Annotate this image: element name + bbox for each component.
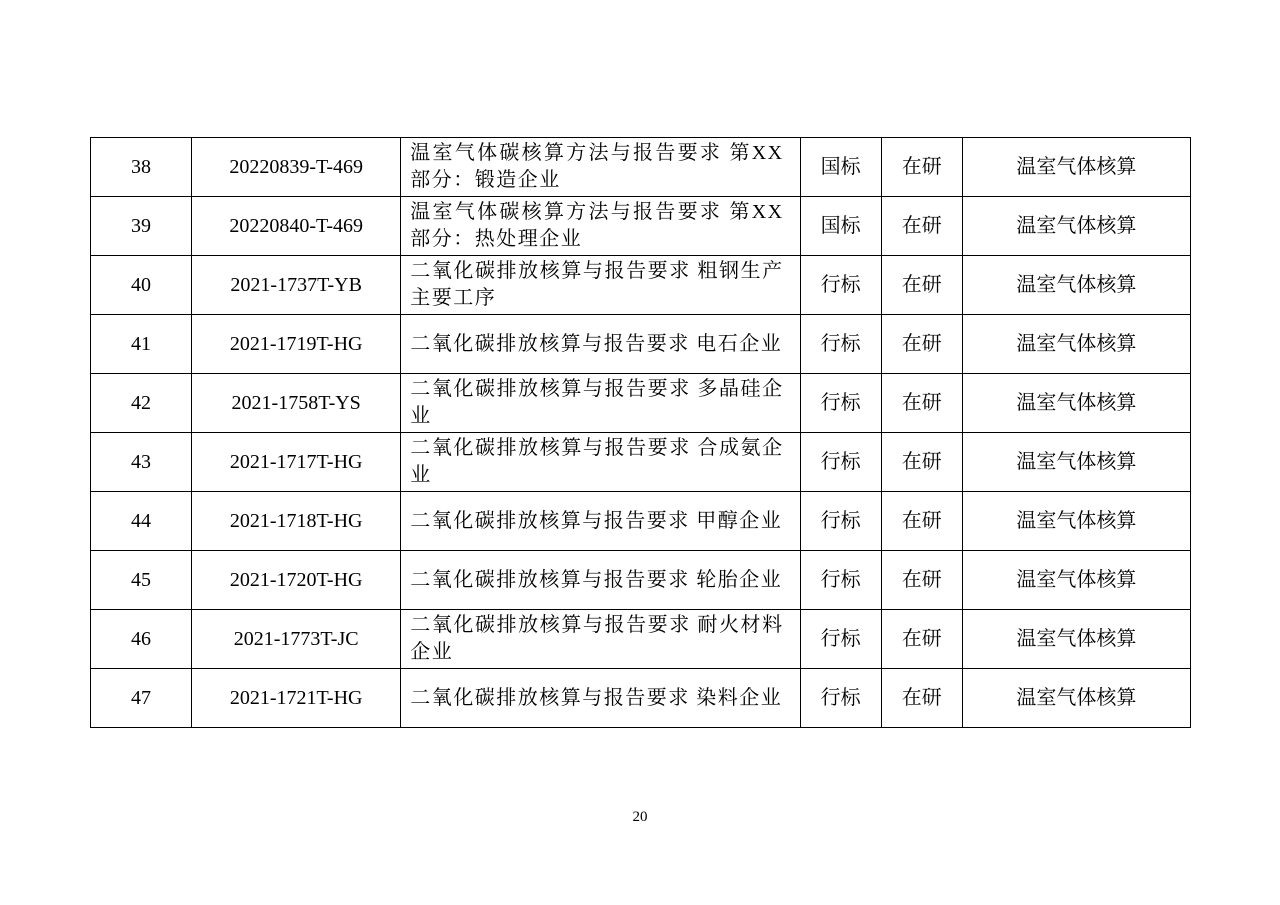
standard-level: 国标 <box>800 138 881 197</box>
standard-code: 2021-1737T-YB <box>192 256 401 315</box>
standard-status: 在研 <box>881 669 962 728</box>
row-number: 45 <box>91 551 192 610</box>
row-number: 42 <box>91 374 192 433</box>
standard-name: 二氧化碳排放核算与报告要求 粗钢生产主要工序 <box>401 256 800 315</box>
standard-code: 2021-1773T-JC <box>192 610 401 669</box>
table-row <box>91 138 1191 197</box>
standard-level: 行标 <box>800 551 881 610</box>
standard-name: 二氧化碳排放核算与报告要求 多晶硅企业 <box>401 374 800 433</box>
standard-level: 行标 <box>800 315 881 374</box>
standard-level: 行标 <box>800 374 881 433</box>
standard-category: 温室气体核算 <box>962 315 1190 374</box>
standard-category: 温室气体核算 <box>962 138 1190 197</box>
standard-category: 温室气体核算 <box>962 256 1190 315</box>
standard-code: 2021-1717T-HG <box>192 433 401 492</box>
standard-code: 20220840-T-469 <box>192 197 401 256</box>
standard-status: 在研 <box>881 197 962 256</box>
row-number: 38 <box>91 138 192 197</box>
standard-name: 温室气体碳核算方法与报告要求 第XX部分：锻造企业 <box>401 138 800 197</box>
standard-level: 行标 <box>800 492 881 551</box>
standard-category: 温室气体核算 <box>962 374 1190 433</box>
standards-table-body <box>91 138 1191 728</box>
table-row <box>91 669 1191 728</box>
table-row <box>91 492 1191 551</box>
standard-status: 在研 <box>881 374 962 433</box>
row-number: 40 <box>91 256 192 315</box>
table-row <box>91 433 1191 492</box>
row-number: 39 <box>91 197 192 256</box>
standard-level: 行标 <box>800 669 881 728</box>
standard-code: 2021-1758T-YS <box>192 374 401 433</box>
standard-name: 二氧化碳排放核算与报告要求 甲醇企业 <box>401 492 800 551</box>
standard-code: 2021-1721T-HG <box>192 669 401 728</box>
standard-status: 在研 <box>881 256 962 315</box>
row-number: 46 <box>91 610 192 669</box>
standard-level: 行标 <box>800 610 881 669</box>
standard-category: 温室气体核算 <box>962 433 1190 492</box>
page-number: 20 <box>632 809 648 825</box>
table-row <box>91 315 1191 374</box>
standard-category: 温室气体核算 <box>962 610 1190 669</box>
standard-name: 二氧化碳排放核算与报告要求 轮胎企业 <box>401 551 800 610</box>
standard-name: 温室气体碳核算方法与报告要求 第XX部分：热处理企业 <box>401 197 800 256</box>
standard-level: 行标 <box>800 433 881 492</box>
row-number: 43 <box>91 433 192 492</box>
standard-status: 在研 <box>881 315 962 374</box>
standard-name: 二氧化碳排放核算与报告要求 耐火材料企业 <box>401 610 800 669</box>
standard-name: 二氧化碳排放核算与报告要求 染料企业 <box>401 669 800 728</box>
standard-code: 2021-1719T-HG <box>192 315 401 374</box>
standard-name: 二氧化碳排放核算与报告要求 合成氨企业 <box>401 433 800 492</box>
standard-code: 2021-1718T-HG <box>192 492 401 551</box>
table-row <box>91 374 1191 433</box>
standard-code: 2021-1720T-HG <box>192 551 401 610</box>
standard-status: 在研 <box>881 138 962 197</box>
standard-status: 在研 <box>881 433 962 492</box>
standard-category: 温室气体核算 <box>962 197 1190 256</box>
table-row <box>91 197 1191 256</box>
standard-name: 二氧化碳排放核算与报告要求 电石企业 <box>401 315 800 374</box>
row-number: 47 <box>91 669 192 728</box>
standard-status: 在研 <box>881 551 962 610</box>
standard-category: 温室气体核算 <box>962 492 1190 551</box>
table-row <box>91 551 1191 610</box>
standard-status: 在研 <box>881 610 962 669</box>
table-row <box>91 610 1191 669</box>
standard-level: 国标 <box>800 197 881 256</box>
standard-category: 温室气体核算 <box>962 551 1190 610</box>
standard-level: 行标 <box>800 256 881 315</box>
standards-table <box>90 137 1191 728</box>
standard-status: 在研 <box>881 492 962 551</box>
standard-category: 温室气体核算 <box>962 669 1190 728</box>
standard-code: 20220839-T-469 <box>192 138 401 197</box>
table-row <box>91 256 1191 315</box>
row-number: 41 <box>91 315 192 374</box>
row-number: 44 <box>91 492 192 551</box>
